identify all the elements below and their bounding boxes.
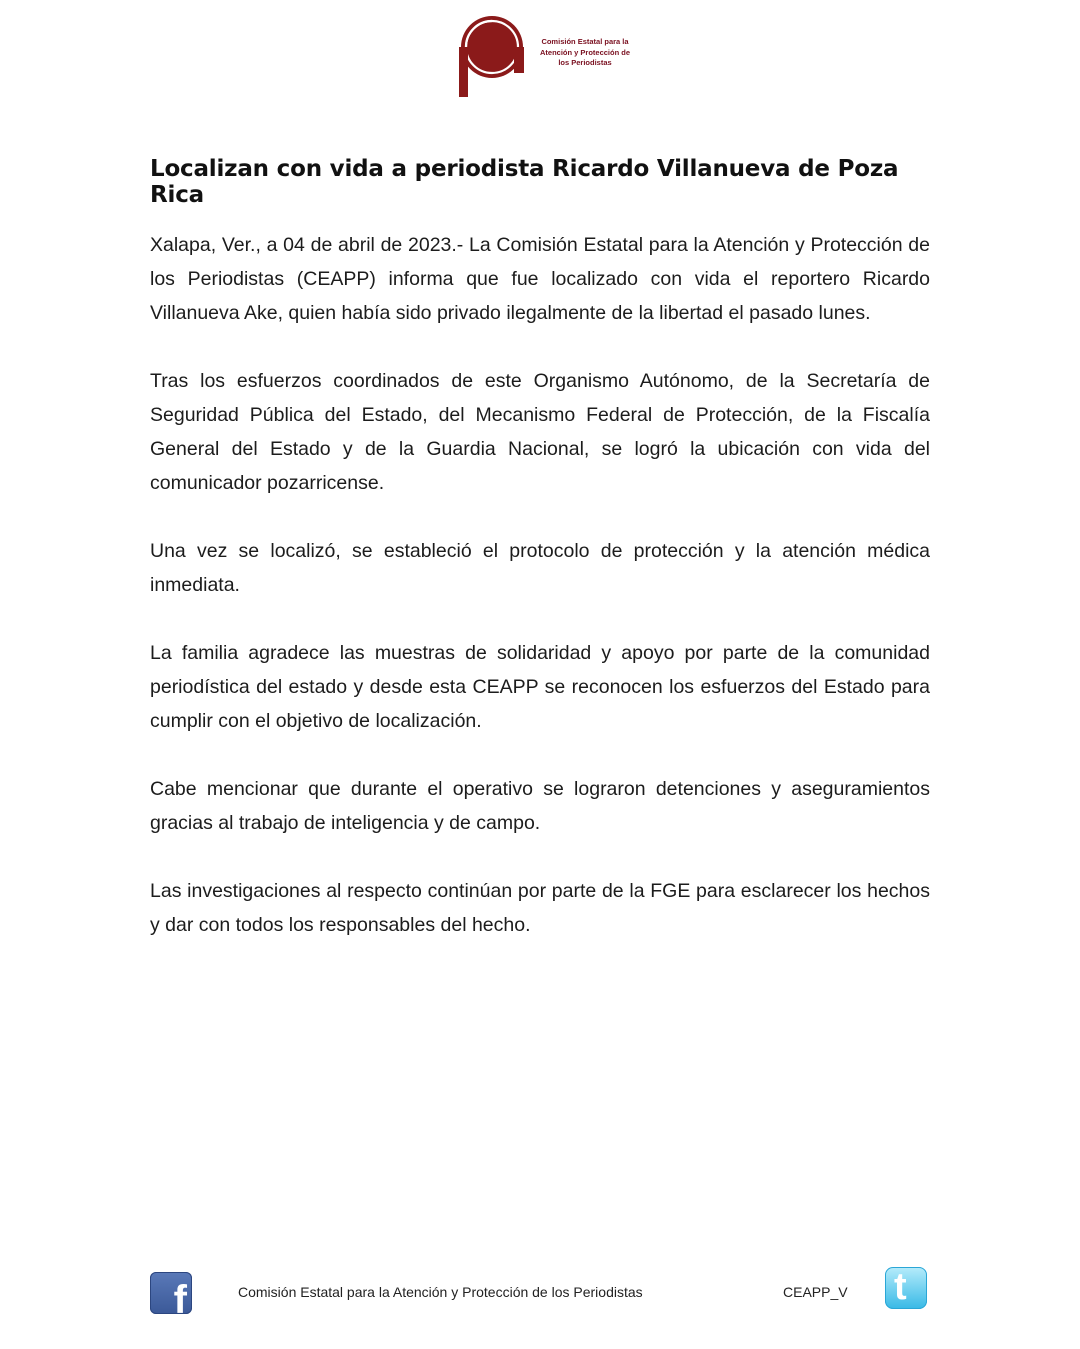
footer-organization: Comisión Estatal para la Atención y Protección de los Periodistas <box>238 1284 643 1300</box>
paragraph: Las investigaciones al respecto continúan por parte de la FGE para esclarecer los hechos y dar con todos los responsables del hecho. <box>150 880 930 936</box>
facebook-glyph: f <box>173 1278 187 1314</box>
paragraph: Cabe mencionar que durante el operativo se lograron detenciones y aseguramientos gracias al trabajo de inteligencia y de campo. <box>150 778 930 834</box>
ceapp-logo-icon <box>456 12 528 100</box>
paragraph: Xalapa, Ver., a 04 de abril de 2023.- La Comisión Estatal para la Atención y Protección de los Periodistas (CEAPP) informa que fue localizado con vida el reportero Ricardo Villanueva Ake, quien había sido privado ilegalmente de la libertad el pasado lunes. <box>150 234 930 324</box>
paragraph: La familia agradece las muestras de solidaridad y apoyo por parte de la comunidad periodística del estado y desde esta CEAPP se reconocen los esfuerzos del Estado para cumplir con el objetivo de localización. <box>150 642 930 732</box>
ceapp-logo <box>456 12 656 100</box>
footer <box>0 1266 1080 1316</box>
logo-line: Comisión Estatal para la <box>541 37 629 46</box>
paragraph: Tras los esfuerzos coordinados de este Organismo Autónomo, de la Secretaría de Seguridad Pública del Estado, del Mecanismo Federal de Protección, de la Fiscalía General del Estado y de la Guardia Nacional, se logró la ubicación con vida del comunicador pozarricense. <box>150 370 930 494</box>
article-body <box>150 228 930 976</box>
paragraph: Una vez se localizó, se estableció el protocolo de protección y la atención médica inmediata. <box>150 540 930 596</box>
twitter-glyph: t <box>894 1267 907 1308</box>
twitter-icon[interactable] <box>885 1267 927 1309</box>
twitter-handle[interactable]: CEAPP_V <box>783 1284 848 1300</box>
facebook-icon[interactable] <box>150 1272 192 1314</box>
logo-line: los Periodistas <box>558 58 612 67</box>
headline: Localizan con vida a periodista Ricardo Villanueva de Poza Rica <box>150 156 899 208</box>
logo-wordmark <box>530 37 640 69</box>
logo-line: Atención y Protección de <box>539 47 631 57</box>
